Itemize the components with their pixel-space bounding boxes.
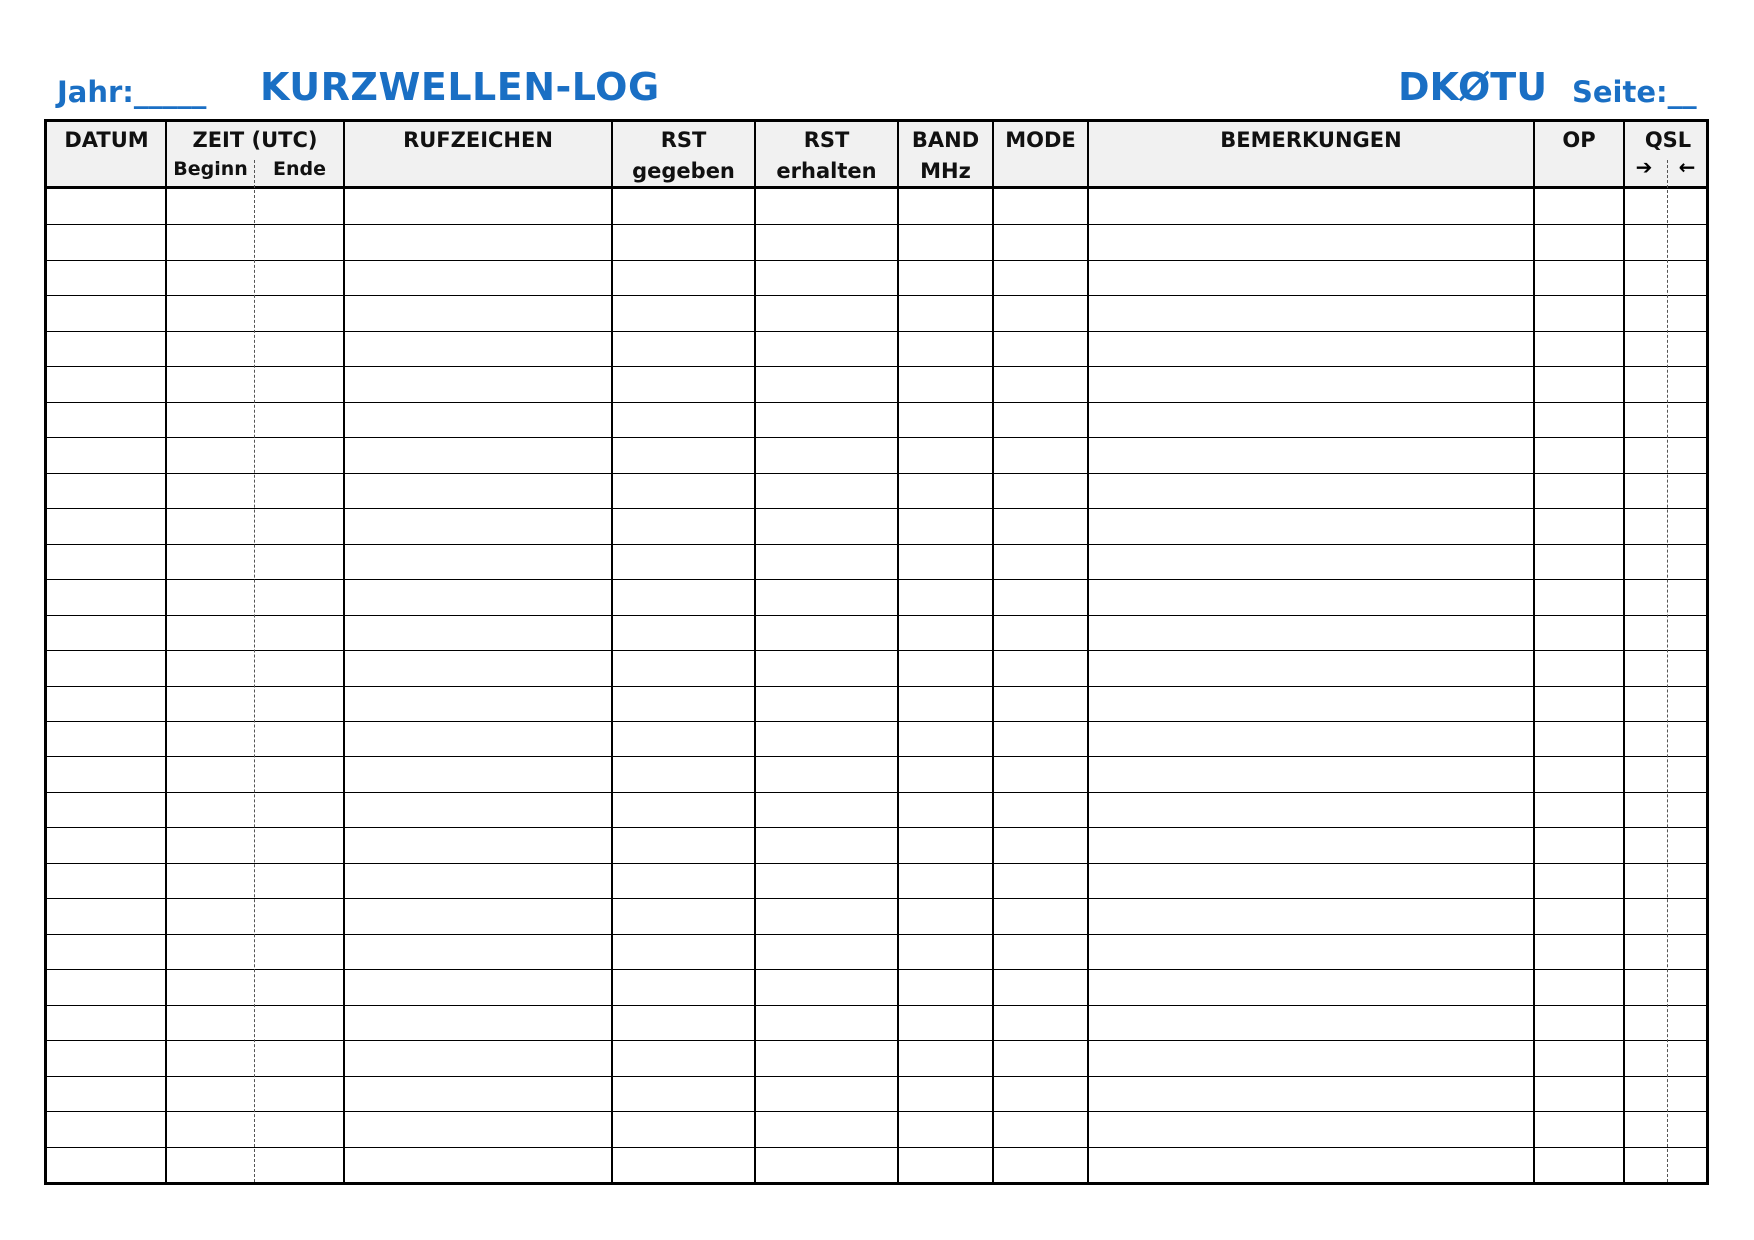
header-mode: MODE (1005, 128, 1076, 152)
table-header (47, 122, 1706, 189)
header-rufzeichen: RUFZEICHEN (403, 128, 553, 152)
row-separator (47, 615, 1706, 616)
log-table (44, 119, 1709, 1185)
row-separator (47, 863, 1706, 864)
row-separator (47, 969, 1706, 970)
header-band: BAND MHz (911, 128, 980, 183)
column-divider (1533, 122, 1535, 1182)
column-divider (343, 122, 345, 1182)
row-separator (47, 756, 1706, 757)
row-separator (47, 650, 1706, 651)
header-zeit-beginn: Beginn (173, 158, 248, 180)
header-bemerkungen: BEMERKUNGEN (1220, 128, 1402, 152)
row-separator (47, 473, 1706, 474)
header-zeit: ZEIT (UTC) (192, 128, 318, 152)
row-separator (47, 331, 1706, 332)
column-divider-dashed (254, 160, 255, 1182)
header-rst-gegeben: RST gegeben (632, 128, 735, 183)
year-field-label: Jahr:_____ (57, 75, 207, 109)
row-separator (47, 1111, 1706, 1112)
row-separator (47, 1076, 1706, 1077)
qsl-received-arrow-icon: ← (1678, 155, 1696, 179)
column-divider (992, 122, 994, 1182)
column-divider (1623, 122, 1625, 1182)
row-separator (47, 260, 1706, 261)
row-separator (47, 721, 1706, 722)
column-divider (611, 122, 613, 1182)
row-separator (47, 1040, 1706, 1041)
row-separator (47, 295, 1706, 296)
row-separator (47, 437, 1706, 438)
page-number-label: Seite:__ (1572, 75, 1697, 109)
column-divider (897, 122, 899, 1182)
row-separator (47, 544, 1706, 545)
header-datum: DATUM (64, 128, 149, 152)
row-separator (47, 1147, 1706, 1148)
row-separator (47, 579, 1706, 580)
log-title: KURZWELLEN-LOG (260, 65, 660, 109)
column-divider-dashed (1667, 160, 1668, 1182)
column-divider (1087, 122, 1089, 1182)
row-separator (47, 792, 1706, 793)
row-separator (47, 402, 1706, 403)
qsl-sent-arrow-icon: ➔ (1635, 155, 1653, 179)
row-separator (47, 686, 1706, 687)
header-rst-erhalten: RST erhalten (776, 128, 877, 183)
row-separator (47, 508, 1706, 509)
row-separator (47, 934, 1706, 935)
row-separator (47, 366, 1706, 367)
station-callsign: DKØTU (1398, 65, 1548, 109)
header-zeit-ende: Ende (273, 158, 326, 180)
row-separator (47, 224, 1706, 225)
column-divider (165, 122, 167, 1182)
row-separator (47, 1005, 1706, 1006)
header-qsl: QSL (1644, 128, 1692, 152)
header-op: OP (1562, 128, 1596, 152)
row-separator (47, 827, 1706, 828)
row-separator (47, 898, 1706, 899)
column-divider (754, 122, 756, 1182)
